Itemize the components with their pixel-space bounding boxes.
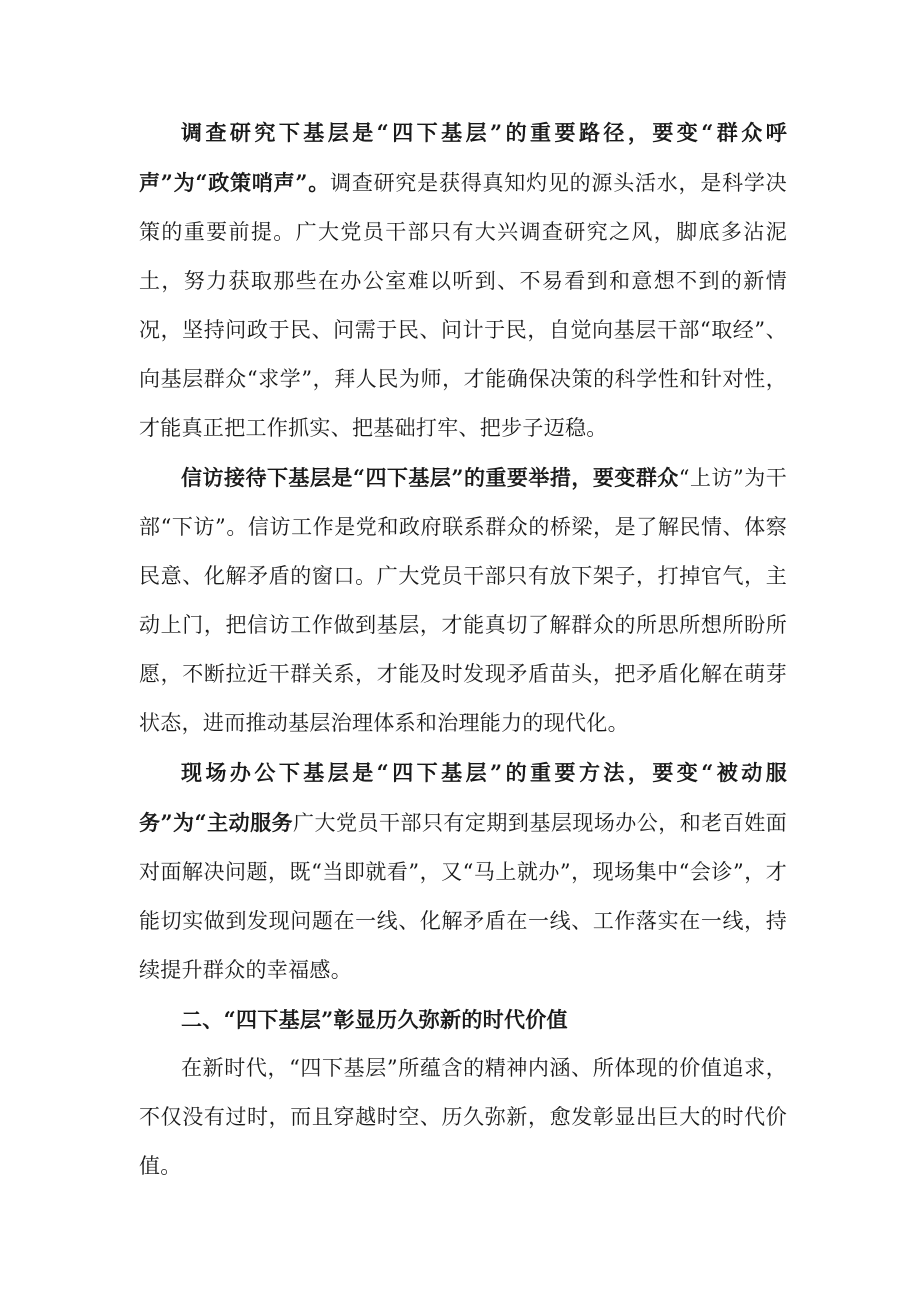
paragraph-onsite-lead: 现场办公下基层是“四下基层”的重要方法，要变“被动服务”为“主动服务: [139, 760, 787, 835]
paragraph-new-era: 在新时代，“四下基层”所蕴含的精神内涵、所体现的价值追求，不仅没有过时，而且穿越时空、历久弥新，愈发彰显出巨大的时代价值。: [139, 1056, 787, 1178]
paragraph-onsite: [139, 748, 787, 995]
paragraph-petition: [139, 453, 787, 748]
paragraph-research-body: 调查研究是获得真知灼见的源头活水，是科学决策的重要前提。广大党员干部只有大兴调查研究之风，脚底多沾泥土，努力获取那些在办公室难以听到、不易看到和意想不到的新情况，坚持问政于民、问需于民、问计于民，自觉向基层干部“取经”、向基层群众“求学”，拜人民为师，才能确保决策的科学性和针对性，才能真正把工作抓实、把基础打牢、把步子迈稳。: [139, 171, 787, 440]
paragraph-research: [139, 108, 787, 453]
paragraph-research-lead: 调查研究下基层是“四下基层”的重要路径，要变“群众呼声”为“政策哨声”。: [139, 120, 787, 195]
paragraph-petition-body: “上访”为干部“下访”。信访工作是党和政府联系群众的桥梁，是了解民情、体察民意、化解矛盾的窗口。广大党员干部只有放下架子，打掉官气，主动上门，把信访工作做到基层，才能真切了解群众的所思所想所盼所愿，不断拉近干群关系，才能及时发现矛盾苗头，把矛盾化解在萌芽状态，进而推动基层治理体系和治理能力的现代化。: [139, 466, 787, 735]
document-page: [139, 108, 787, 1191]
section-heading: 二、“四下基层”彰显历久弥新的时代价值: [181, 1007, 568, 1032]
paragraph-petition-lead: 信访接待下基层是“四下基层”的重要举措，要变群众: [181, 465, 679, 490]
paragraph-onsite-body: 广大党员干部只有定期到基层现场办公，和老百姓面对面解决问题，既“当即就看”，又“马上就办”，现场集中“会诊”，才能切实做到发现问题在一线、化解矛盾在一线、工作落实在一线，持续提升群众的幸福感。: [139, 811, 788, 982]
